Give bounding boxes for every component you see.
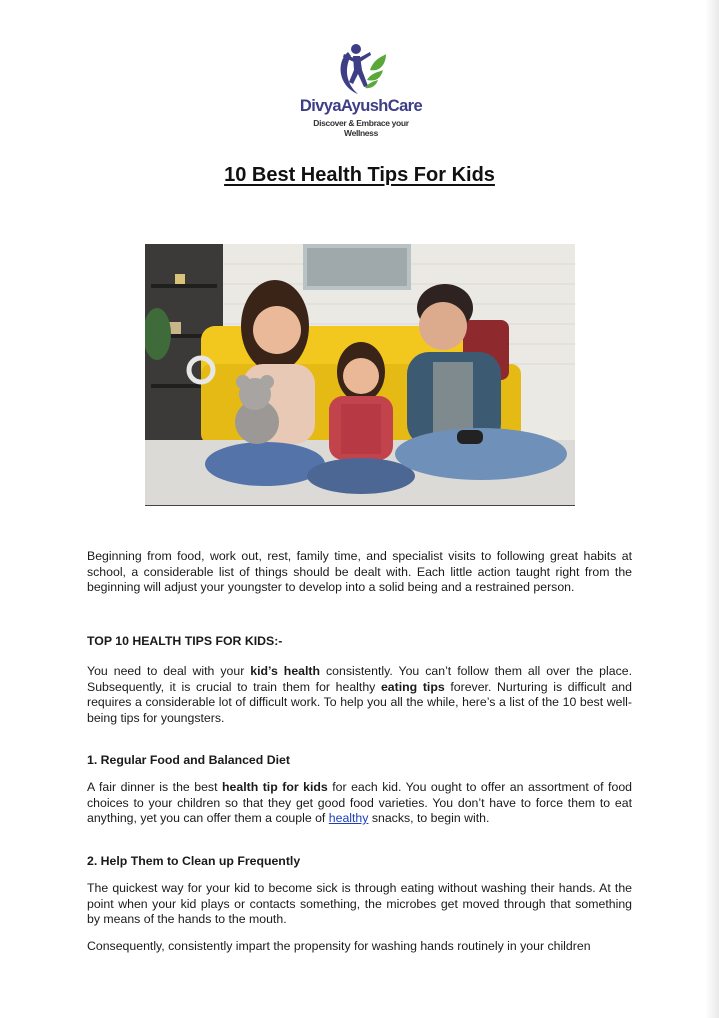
family-photo — [145, 244, 575, 505]
para2-paragraph — [87, 664, 632, 726]
tips-heading: TOP 10 HEALTH TIPS FOR KIDS:- — [87, 634, 283, 648]
section1-heading: 1. Regular Food and Balanced Diet — [87, 753, 290, 767]
section2-heading: 2. Help Them to Clean up Frequently — [87, 854, 301, 868]
page-title: 10 Best Health Tips For Kids — [224, 164, 495, 186]
section1-bold-health-tip: health tip for kids — [222, 780, 328, 794]
section1-heading-block — [87, 753, 632, 769]
page-edge-shadow — [705, 0, 719, 1018]
para2-bold-eating-tips: eating tips — [380, 679, 445, 694]
section1-text-1: A fair dinner is the best — [87, 780, 222, 794]
section1-paragraph — [87, 780, 632, 827]
logo-figure-icon — [334, 40, 390, 98]
section2-block — [87, 881, 632, 928]
section1-block — [87, 780, 632, 827]
para2-block — [87, 664, 632, 726]
logo-tagline: Discover & Embrace your Wellness — [313, 118, 409, 138]
para2-bold-kids-health: kid’s health — [250, 664, 321, 678]
brand-logo — [296, 40, 426, 138]
intro-block — [87, 549, 632, 596]
tips-heading-block — [87, 634, 632, 650]
section2-heading-block — [87, 854, 632, 870]
section1-text-2: for each kid. You ought to offer an assortment of food choices to your children so that they get good food varieties. You don’t have to force them to eat anything, yet you can offer them a couple of — [87, 780, 632, 826]
section2-paragraph-1: The quickest way for your kid to become sick is through eating without washing their hands. At the point when your kid plays or contacts something, the microbes get moved through that something by means of the hands to the mouth. — [87, 881, 632, 927]
section2-paragraph-2: Consequently, consistently impart the propensity for washing hands routinely in your children — [87, 939, 591, 953]
family-photo-illustration-icon — [145, 244, 575, 505]
para2-text-2: consistently. You can’t follow them all over the place. Subsequently, it is crucial to train them for healthy — [87, 664, 632, 694]
para2-text-1: You need to deal with your — [87, 664, 251, 678]
healthy-link[interactable]: healthy — [328, 811, 369, 826]
photo-bottom-rule — [145, 505, 575, 506]
para2-text-3: forever. Nurturing is difficult and requires a considerable lot of difficult work. To help you all the while, here’s a list of the 10 best well-being tips for youngsters. — [87, 679, 632, 725]
section1-text-3: snacks, to begin with. — [368, 811, 490, 826]
intro-paragraph: Beginning from food, work out, rest, family time, and specialist visits to following great habits at school, a considerable list of things should be dealt with. Each little action taught right from the beginning will adjust your youngster to develop into a solid being and a restrained person. — [87, 549, 632, 595]
logo-brand-name: DivyaAyushCare — [299, 97, 423, 115]
section2-block-2 — [87, 939, 632, 955]
